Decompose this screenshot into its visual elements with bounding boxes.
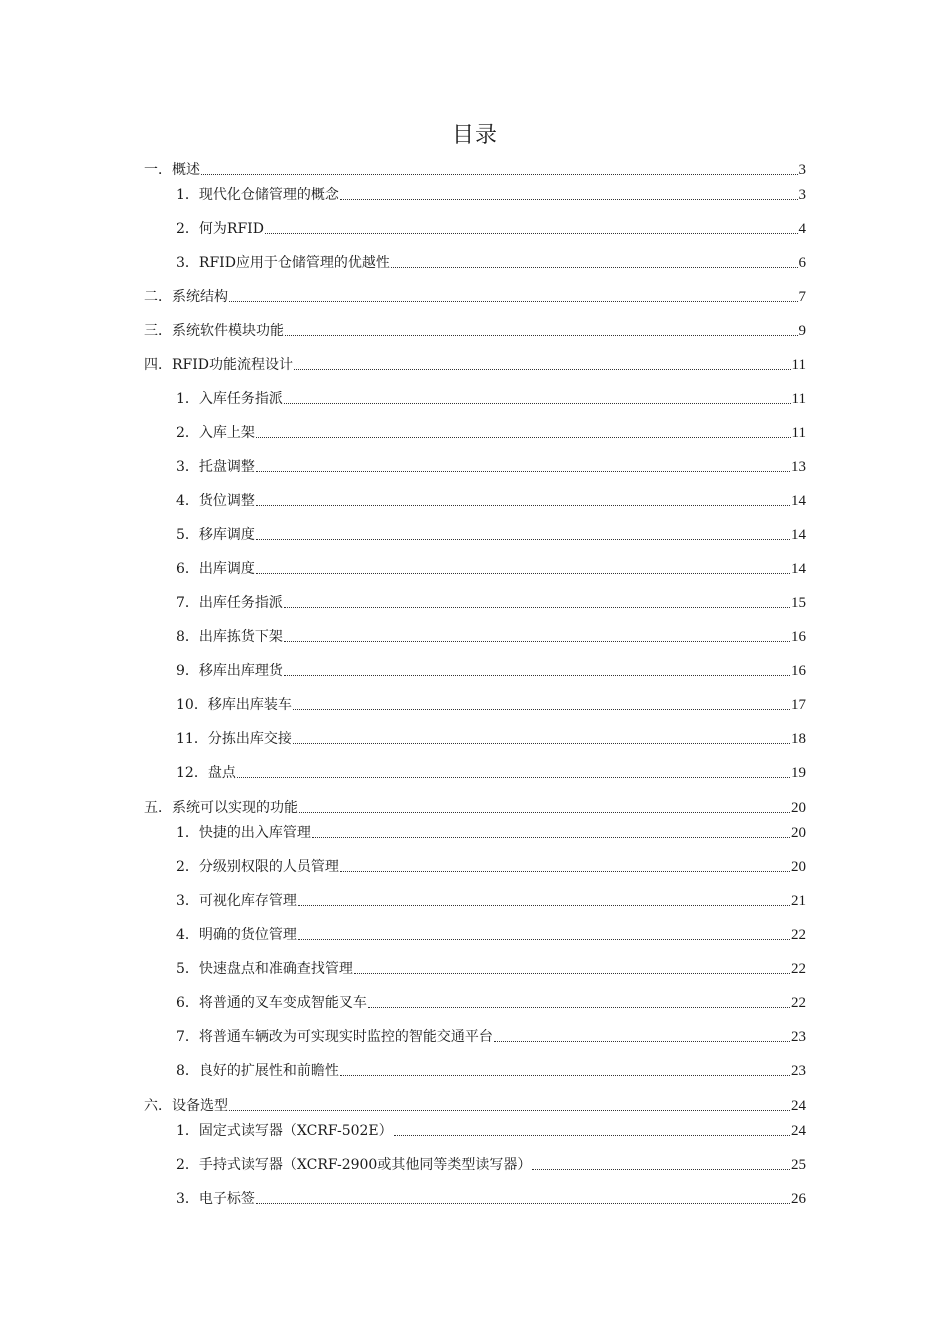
toc-section-entry[interactable] bbox=[176, 521, 806, 545]
toc-entry-title: 1．现代化仓储管理的概念 bbox=[176, 187, 339, 203]
toc-chapter-entry[interactable] bbox=[144, 1092, 806, 1116]
toc-entry-title: 2．入库上架 bbox=[176, 425, 255, 441]
toc-page-number: 24 bbox=[791, 1123, 806, 1139]
toc-entry-title: 六．设备选型 bbox=[144, 1098, 228, 1114]
toc-dot-leader bbox=[229, 301, 798, 302]
toc-dot-leader bbox=[256, 539, 790, 540]
toc-section-entry[interactable] bbox=[176, 1185, 806, 1209]
toc-dot-leader bbox=[284, 403, 791, 404]
toc-dot-leader bbox=[340, 1075, 790, 1076]
toc-page-number: 22 bbox=[791, 995, 806, 1011]
toc-section-entry[interactable] bbox=[176, 385, 806, 409]
toc-entry-title: 12．盘点 bbox=[176, 765, 236, 781]
toc-entry-title: 4．货位调整 bbox=[176, 493, 255, 509]
toc-dot-leader bbox=[284, 641, 790, 642]
toc-page-number: 6 bbox=[798, 255, 806, 271]
toc-dot-leader bbox=[394, 1135, 790, 1136]
toc-section-entry[interactable] bbox=[176, 1151, 806, 1175]
toc-entry-title: 8．良好的扩展性和前瞻性 bbox=[176, 1063, 339, 1079]
toc-chapter-entry[interactable] bbox=[144, 351, 806, 375]
toc-page-number: 17 bbox=[791, 697, 806, 713]
toc-page-number: 3 bbox=[798, 162, 806, 178]
toc-dot-leader bbox=[229, 1110, 790, 1111]
toc-page-number: 11 bbox=[791, 391, 806, 407]
toc-section-entry[interactable] bbox=[176, 725, 806, 749]
toc-section-entry[interactable] bbox=[176, 955, 806, 979]
toc-dot-leader bbox=[340, 871, 790, 872]
toc-entry-title: 5．快速盘点和准确查找管理 bbox=[176, 961, 353, 977]
toc-page-number: 16 bbox=[791, 629, 806, 645]
toc-section-entry[interactable] bbox=[176, 657, 806, 681]
toc-section-entry[interactable] bbox=[176, 215, 806, 239]
toc-section-entry[interactable] bbox=[176, 819, 806, 843]
toc-dot-leader bbox=[532, 1169, 790, 1170]
toc-entry-title: 1．固定式读写器（XCRF-502E） bbox=[176, 1123, 393, 1139]
toc-chapter-entry[interactable] bbox=[144, 317, 806, 341]
toc-entry-title: 8．出库拣货下架 bbox=[176, 629, 283, 645]
toc-page-number: 23 bbox=[791, 1029, 806, 1045]
toc-dot-leader bbox=[368, 1007, 790, 1008]
toc-dot-leader bbox=[354, 973, 790, 974]
page-title: 目录 bbox=[451, 123, 498, 148]
toc-dot-leader bbox=[298, 905, 790, 906]
toc-page-number: 13 bbox=[791, 459, 806, 475]
toc-page-number: 16 bbox=[791, 663, 806, 679]
toc-dot-leader bbox=[285, 335, 798, 336]
toc-section-entry[interactable] bbox=[176, 921, 806, 945]
toc-page-number: 22 bbox=[791, 961, 806, 977]
toc-entry-title: 2．分级别权限的人员管理 bbox=[176, 859, 339, 875]
toc-page-number: 21 bbox=[791, 893, 806, 909]
toc-section-entry[interactable] bbox=[176, 887, 806, 911]
toc-dot-leader bbox=[299, 812, 790, 813]
toc-page-number: 19 bbox=[791, 765, 806, 781]
toc-page-number: 7 bbox=[798, 289, 806, 305]
toc-dot-leader bbox=[294, 369, 791, 370]
toc-entry-title: 7．将普通车辆改为可实现实时监控的智能交通平台 bbox=[176, 1029, 493, 1045]
toc-dot-leader bbox=[256, 471, 790, 472]
toc-entry-title: 四．RFID功能流程设计 bbox=[144, 357, 294, 373]
toc-entry-title: 9．移库出库理货 bbox=[176, 663, 283, 679]
toc-dot-leader bbox=[312, 837, 790, 838]
toc-page-number: 23 bbox=[791, 1063, 806, 1079]
toc-page-number: 20 bbox=[791, 859, 806, 875]
toc-dot-leader bbox=[256, 573, 790, 574]
toc-entry-title: 2．何为RFID bbox=[176, 221, 264, 237]
toc-page-number: 11 bbox=[791, 357, 806, 373]
toc-entry-title: 3．RFID应用于仓储管理的优越性 bbox=[176, 255, 390, 271]
toc-section-entry[interactable] bbox=[176, 487, 806, 511]
toc-section-entry[interactable] bbox=[176, 555, 806, 579]
toc-entry-title: 1．快捷的出入库管理 bbox=[176, 825, 311, 841]
toc-dot-leader bbox=[293, 709, 790, 710]
toc-page-number: 4 bbox=[798, 221, 806, 237]
toc-dot-leader bbox=[256, 1203, 790, 1204]
toc-dot-leader bbox=[201, 174, 798, 175]
toc-section-entry[interactable] bbox=[176, 419, 806, 443]
toc-entry-title: 2．手持式读写器（XCRF-2900或其他同等类型读写器） bbox=[176, 1157, 532, 1173]
toc-page-number: 3 bbox=[798, 187, 806, 203]
toc-entry-title: 一．概述 bbox=[144, 162, 200, 178]
toc-page-number: 25 bbox=[791, 1157, 806, 1173]
toc-entry-title: 五．系统可以实现的功能 bbox=[144, 800, 298, 816]
toc-dot-leader bbox=[237, 777, 790, 778]
toc-dot-leader bbox=[256, 505, 790, 506]
toc-page-number: 18 bbox=[791, 731, 806, 747]
toc-page-number: 11 bbox=[791, 425, 806, 441]
toc-entry-title: 1．入库任务指派 bbox=[176, 391, 283, 407]
toc-dot-leader bbox=[494, 1041, 790, 1042]
toc-entry-title: 3．电子标签 bbox=[176, 1191, 255, 1207]
toc-entry-title: 3．可视化库存管理 bbox=[176, 893, 297, 909]
toc-page-number: 20 bbox=[791, 825, 806, 841]
toc-page-number: 15 bbox=[791, 595, 806, 611]
toc-dot-leader bbox=[284, 607, 790, 608]
toc-page-number: 26 bbox=[791, 1191, 806, 1207]
toc-chapter-entry[interactable] bbox=[144, 283, 806, 307]
toc-page-number: 14 bbox=[791, 493, 806, 509]
toc-section-entry[interactable] bbox=[176, 1117, 806, 1141]
toc-entry-title: 3．托盘调整 bbox=[176, 459, 255, 475]
toc-page-number: 14 bbox=[791, 561, 806, 577]
toc-entry-title: 7．出库任务指派 bbox=[176, 595, 283, 611]
toc-entry-title: 二．系统结构 bbox=[144, 289, 228, 305]
toc-dot-leader bbox=[265, 233, 798, 234]
toc-entry-title: 6．将普通的叉车变成智能叉车 bbox=[176, 995, 367, 1011]
toc-section-entry[interactable] bbox=[176, 989, 806, 1013]
toc-dot-leader bbox=[340, 199, 798, 200]
toc-entry-title: 4．明确的货位管理 bbox=[176, 927, 297, 943]
toc-chapter-entry[interactable] bbox=[144, 794, 806, 818]
toc-section-entry[interactable] bbox=[176, 853, 806, 877]
toc-page-number: 9 bbox=[798, 323, 806, 339]
toc-section-entry[interactable] bbox=[176, 589, 806, 613]
toc-section-entry[interactable] bbox=[176, 1057, 806, 1081]
toc-section-entry[interactable] bbox=[176, 1023, 806, 1047]
toc-section-entry[interactable] bbox=[176, 623, 806, 647]
toc-page-number: 14 bbox=[791, 527, 806, 543]
toc-chapter-entry[interactable] bbox=[144, 156, 806, 180]
toc-dot-leader bbox=[391, 267, 798, 268]
toc-entry-title: 5．移库调度 bbox=[176, 527, 255, 543]
toc-page-number: 20 bbox=[791, 800, 806, 816]
toc-section-entry[interactable] bbox=[176, 759, 806, 783]
toc-section-entry[interactable] bbox=[176, 181, 806, 205]
toc-entry-title: 6．出库调度 bbox=[176, 561, 255, 577]
toc-dot-leader bbox=[293, 743, 790, 744]
toc-section-entry[interactable] bbox=[176, 453, 806, 477]
toc-dot-leader bbox=[298, 939, 790, 940]
toc-entry-title: 三．系统软件模块功能 bbox=[144, 323, 284, 339]
toc-page-number: 24 bbox=[791, 1098, 806, 1114]
toc-dot-leader bbox=[256, 437, 791, 438]
toc-entry-title: 11．分拣出库交接 bbox=[176, 731, 292, 747]
toc-entry-title: 10．移库出库装车 bbox=[176, 697, 292, 713]
toc-section-entry[interactable] bbox=[176, 691, 806, 715]
toc-dot-leader bbox=[284, 675, 790, 676]
toc-page-number: 22 bbox=[791, 927, 806, 943]
toc-section-entry[interactable] bbox=[176, 249, 806, 273]
